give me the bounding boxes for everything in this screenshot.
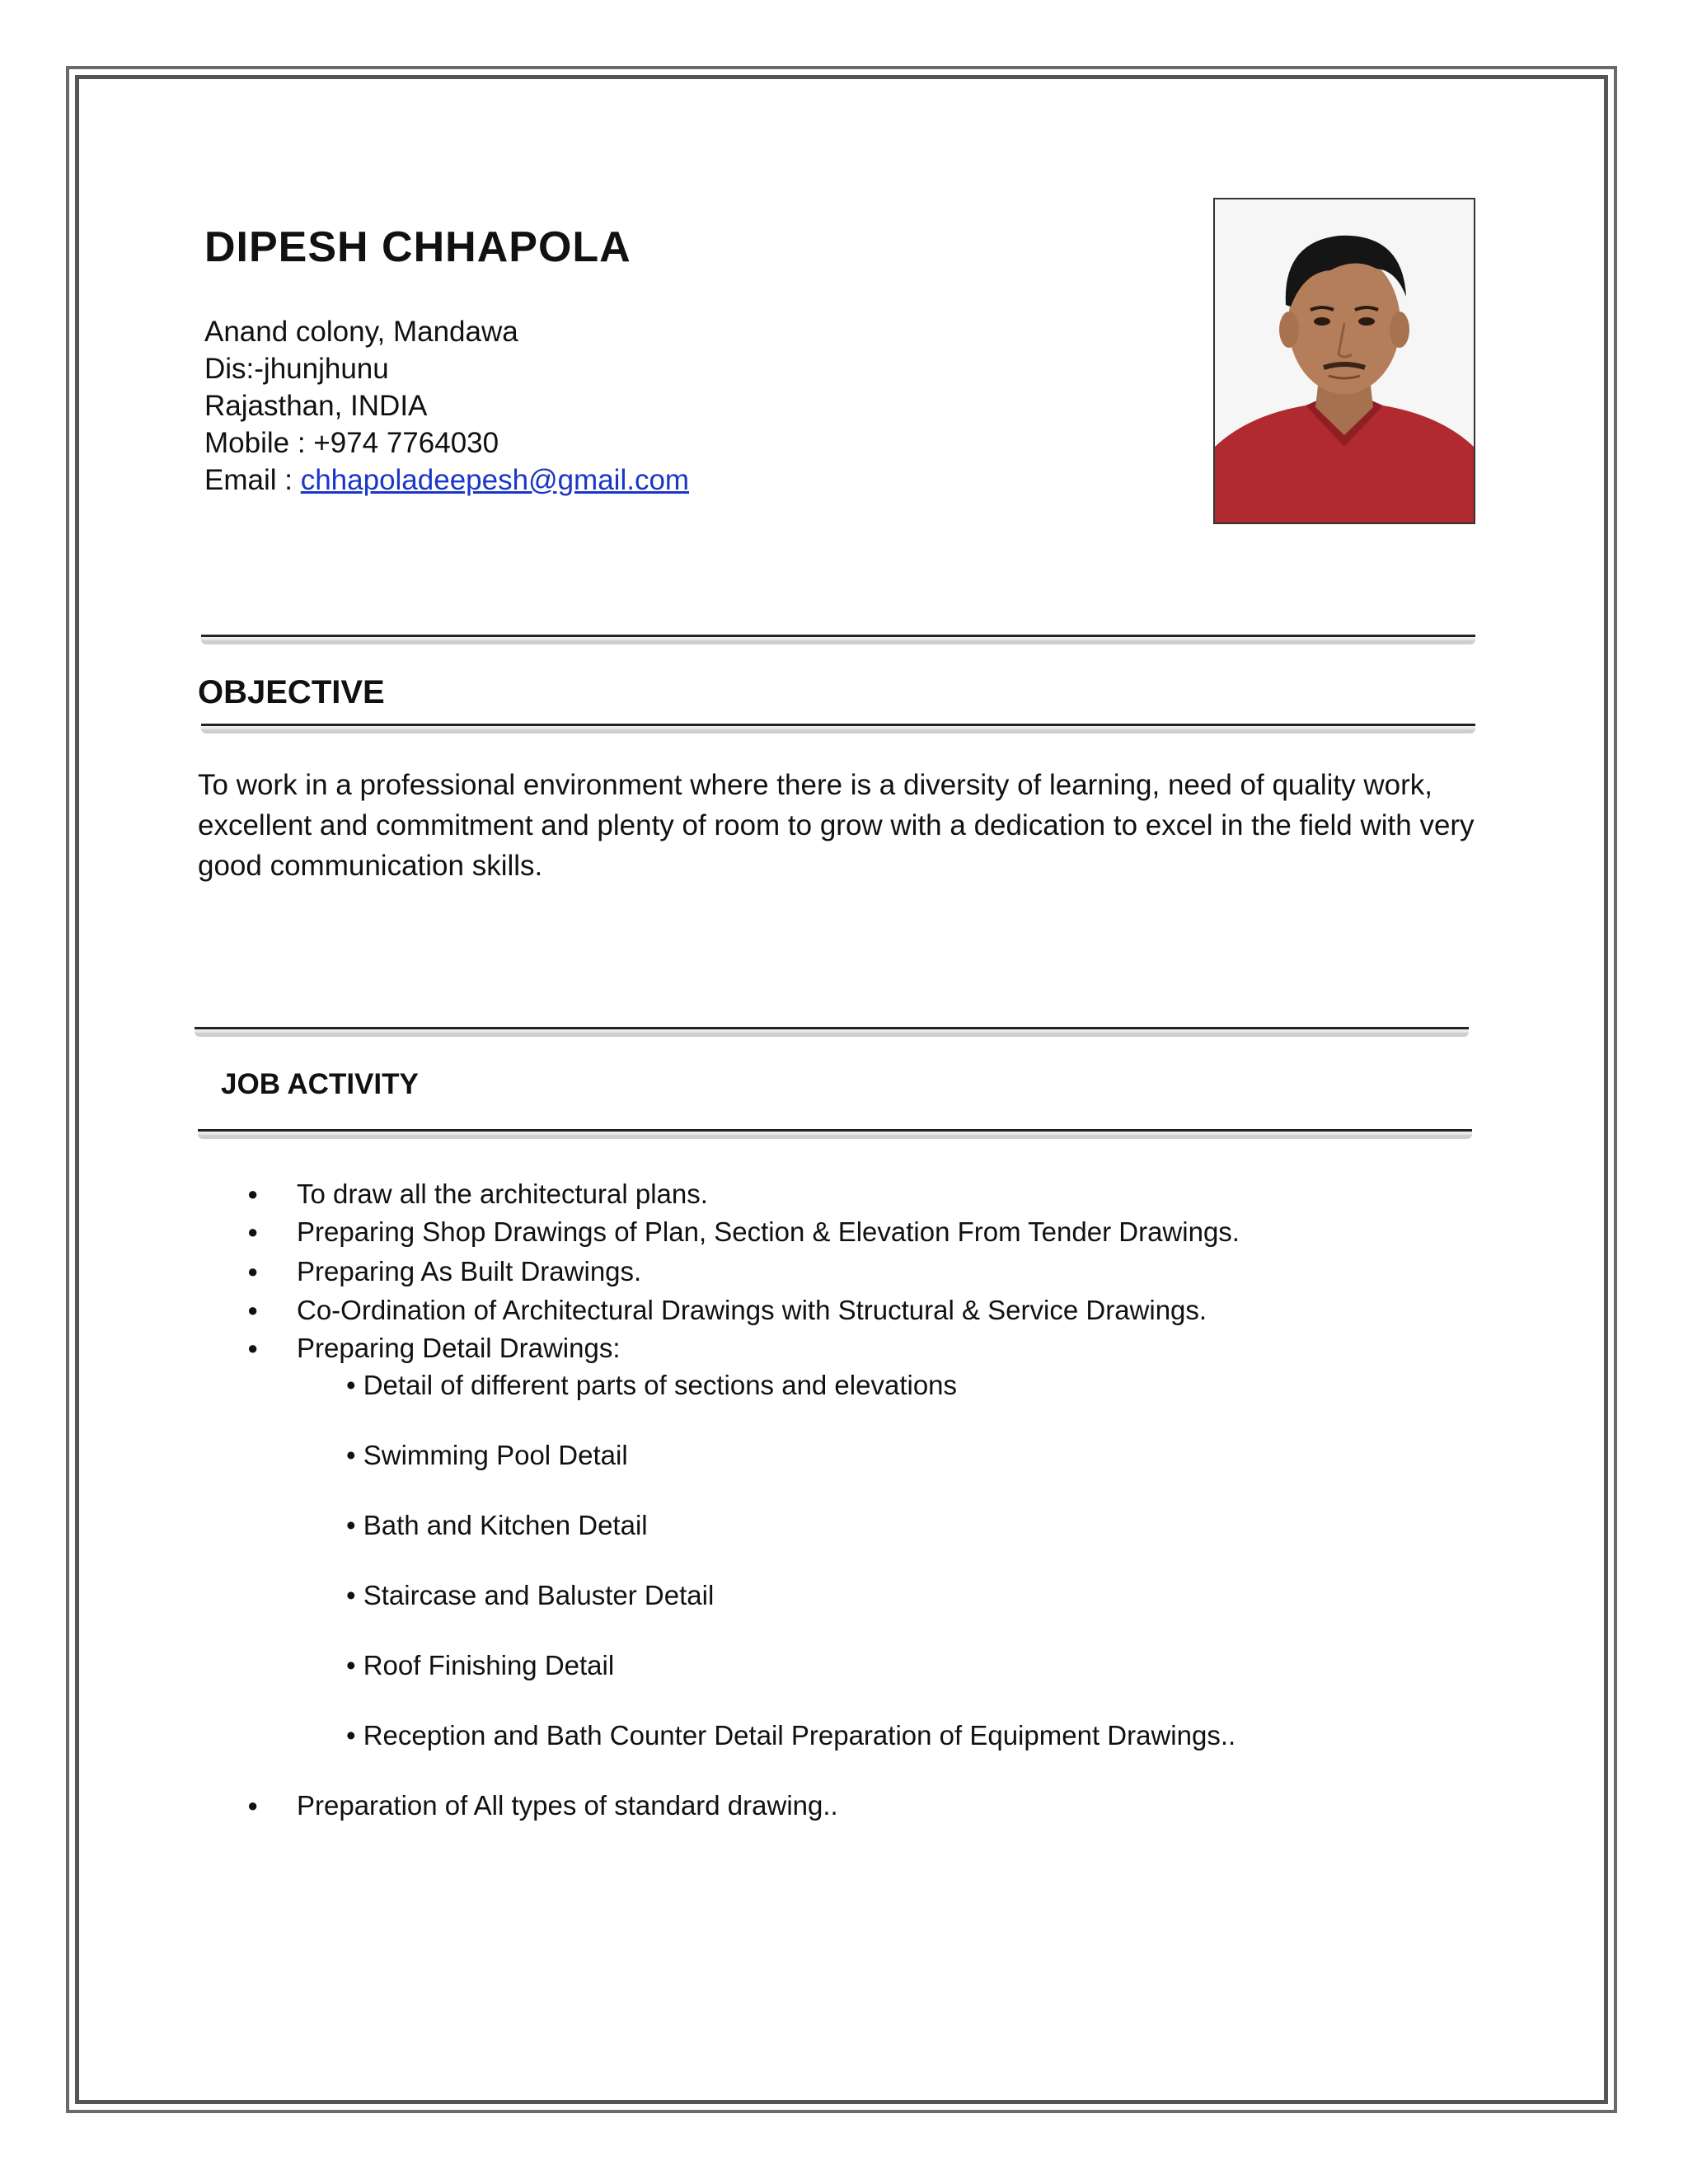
mobile-line	[204, 424, 689, 462]
job-activity-heading: JOB ACTIVITY	[221, 1068, 419, 1100]
sub-list-item: • Roof Finishing Detail	[346, 1650, 615, 1680]
list-item: ● Preparing Detail Drawings:	[297, 1333, 621, 1364]
sub-list-item: • Staircase and Baluster Detail	[346, 1580, 715, 1610]
section-divider	[195, 1027, 1469, 1037]
profile-photo-illustration	[1215, 199, 1474, 523]
profile-photo	[1213, 198, 1475, 524]
sub-list-item: • Bath and Kitchen Detail	[346, 1510, 648, 1540]
section-divider	[201, 724, 1475, 733]
address-line-2: Dis:-jhunjhunu	[204, 353, 389, 385]
list-item: ● Preparation of All types of standard drawing..	[297, 1790, 838, 1821]
sub-list-item: • Reception and Bath Counter Detail Preparation of Equipment Drawings..	[346, 1720, 1236, 1750]
address-line-3: Rajasthan, INDIA	[204, 390, 428, 422]
email-link[interactable]: chhapoladeepesh@gmail.com	[300, 464, 690, 496]
sub-list-item: • Detail of different parts of sections and elevations	[346, 1370, 958, 1400]
email-label: Email :	[204, 464, 301, 496]
address-line-1: Anand colony, Mandawa	[204, 316, 518, 348]
list-item: ● To draw all the architectural plans.	[297, 1179, 708, 1210]
section-divider	[198, 1129, 1472, 1139]
mobile-label: Mobile :	[204, 427, 314, 459]
email-line	[204, 462, 689, 499]
candidate-name: DIPESH CHHAPOLA	[204, 223, 631, 271]
sub-list-item: • Swimming Pool Detail	[346, 1440, 628, 1470]
mobile-number: +974 7764030	[313, 427, 499, 459]
objective-text: To work in a professional environment where there is a diversity of learning, need of quality work, excellent and commitment and plenty of room to grow with a dedication to excel in the field with very good communication skills.	[198, 769, 1475, 882]
list-item: ● Co-Ordination of Architectural Drawings with Structural & Service Drawings.	[297, 1295, 1207, 1326]
list-item: ● Preparing As Built Drawings.	[297, 1256, 641, 1287]
section-divider	[201, 635, 1475, 644]
contact-block	[204, 313, 689, 499]
objective-heading: OBJECTIVE	[198, 674, 385, 710]
list-item: ● Preparing Shop Drawings of Plan, Section & Elevation From Tender Drawings.	[297, 1216, 1240, 1248]
